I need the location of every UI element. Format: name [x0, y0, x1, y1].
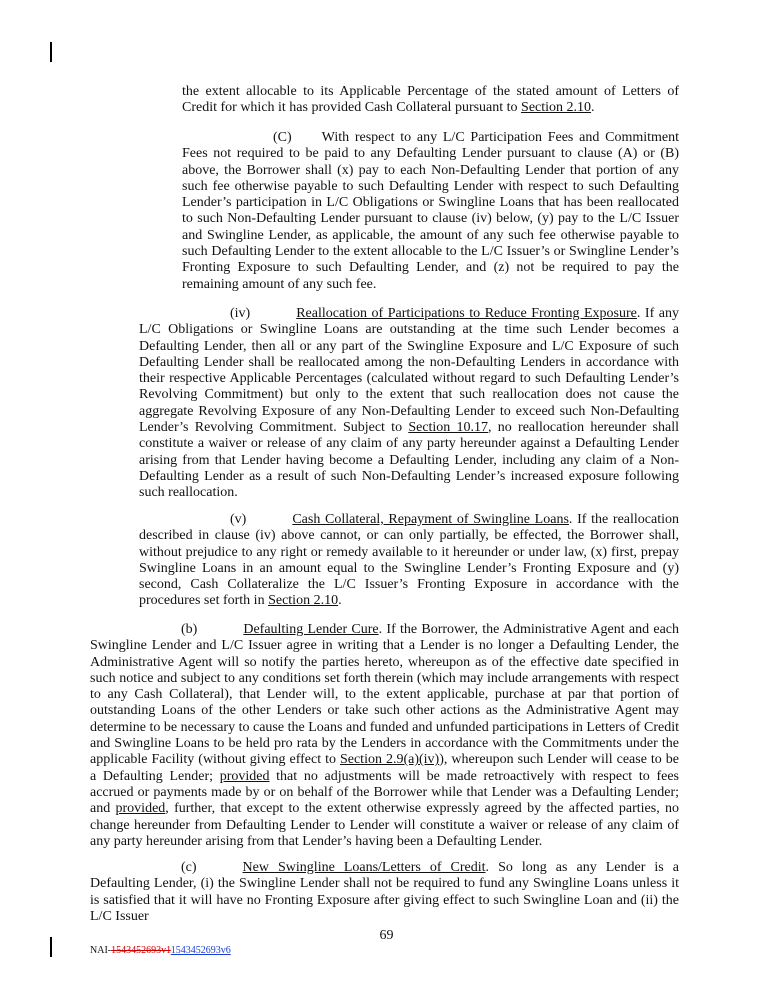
- paragraph-clause-iv: [139, 306, 679, 502]
- clause-heading: Reallocation of Participations to Reduce Fronting Exposure: [296, 306, 637, 321]
- clause-label: (C): [273, 130, 292, 145]
- paragraph-clause-v: [139, 512, 679, 610]
- paragraph-text: . If the Borrower, the Administrative Agent and each Swingline Lender and L/C Issuer agree in writing that a Lender is no longer a Defaulting Lender, the Administrative Agent will so notify the parties hereto, whereupon as of the effective date specified in such notice and subject to any conditions set forth therein (which may include arrangements with respect to any Cash Collateral), that Lender will, to the extent applicable, purchase at par that portion of outstanding Loans of the other Lenders or take such other actions as the Administrative Agent may determine to be necessary to cause the Loans and funded and unfunded participations in Letters of Credit and Swingline Loans to be held pro rata by the Lenders in accordance with the Commitments under the applicable Facility (without giving effect to: [90, 622, 679, 768]
- paragraph-continuation: [182, 84, 679, 117]
- clause-heading: New Swingline Loans/Letters of Credit: [242, 860, 486, 875]
- clause-label: (v): [230, 512, 247, 527]
- provided-term: provided: [115, 801, 166, 817]
- paragraph-text: With respect to any L/C Participation Fees and Commitment Fees not required to be paid to any Defaulting Lender pursuant to clause (A) or (B) above, the Borrower shall (x) pay to each Non-Defaulting Lender that portion of any such fee otherwise payable to such Defaulting Lender with respect to such Defaulting Lender’s participation in L/C Obligations or Swingline Loans that has been reallocated to such Non-Defaulting Lender pursuant to clause (iv) below, (y) pay to the L/C Issuer and Swingline Lender, as applicable, the amount of any such fee otherwise payable to such Defaulting Lender to the extent allocable to the L/C Issuer’s or Swingline Lender’s Fronting Exposure to such Defaulting Lender, and (z) not be required to pay the remaining amount of any such fee.: [182, 130, 679, 292]
- paragraph-text: , further, that except to the extent otherwise expressly agreed by the affected parties, no change hereunder from Defaulting Lender to Lender will constitute a waiver or release of any claim of any party hereunder arising from that Lender’s having been a Defaulting Lender.: [90, 801, 679, 849]
- paragraph-text: .: [338, 593, 342, 609]
- clause-label: (iv): [230, 306, 251, 321]
- document-footer-id: [90, 945, 231, 956]
- clause-label: (c): [181, 860, 197, 875]
- page-number: 69: [379, 928, 394, 943]
- paragraph-clause-c: [182, 130, 679, 293]
- section-reference-link[interactable]: Section 10.17: [408, 420, 489, 436]
- footer-inserted-id: 1543452693v6: [170, 945, 231, 956]
- paragraph-text: that no adjustments will be made retroactively with respect to fees accrued or payments made by or on behalf of the Borrower while that Lender was a Defaulting Lender; and: [90, 768, 679, 817]
- footer-prefix: NAI-: [90, 945, 112, 956]
- paragraph-text: . If any L/C Obligations or Swingline Loans are outstanding at the time such Lender becomes a Defaulting Lender, then all or any part of the Swingline Exposure and L/C Exposure of such Defaulting Lender shall be reallocated among the non-Defaulting Lenders in accordance with their respective Applicable Percentages (calculated without regard to such Defaulting Lender’s Revolving Commitment) but only to the extent that such reallocation does not cause the aggregate Revolving Exposure of any Non-Defaulting Lender to exceed such Non-Defaulting Lender’s Revolving Commitment. Subject to: [139, 306, 680, 436]
- paragraph-text: . So long as any Lender is a Defaulting Lender, (i) the Swingline Lender shall not be required to fund any Swingline Loans unless it is satisfied that it will have no Fronting Exposure after giving effect to such Swingline Loan and (ii) the L/C Issuer: [90, 860, 680, 924]
- clause-label: (b): [181, 622, 198, 637]
- change-bar-bottom: [50, 937, 52, 957]
- paragraph-text: . If the reallocation described in clause (iv) above cannot, or can only partially, be effected, the Borrower shall, without prejudice to any right or remedy available to it hereunder or under law, (x) first, prepay Swingline Loans in an amount equal to the Swingline Lender’s Fronting Exposure and (y) second, Cash Collateralize the L/C Issuer’s Fronting Exposure in accordance with the procedures set forth in: [139, 512, 679, 609]
- paragraph-text: .: [591, 100, 595, 116]
- paragraph-clause-c-lower: [90, 860, 679, 925]
- section-reference-link[interactable]: Section 2.9(a)(iv): [339, 752, 440, 768]
- paragraph-text: , no reallocation hereunder shall constitute a waiver or release of any claim of any party hereunder against a Defaulting Lender arising from that Lender having become a Defaulting Lender, including any claim of a Non-Defaulting Lender as a result of such Non-Defaulting Lender’s increased exposure following such reallocation.: [139, 420, 679, 501]
- footer-deleted-id: 1543452693v1: [111, 945, 171, 956]
- paragraph-text: the extent allocable to its Applicable Percentage of the stated amount of Letters of Credit for which it has provided Cash Collateral pursuant to: [182, 84, 679, 116]
- clause-heading: Defaulting Lender Cure: [243, 622, 379, 637]
- section-reference-link[interactable]: Section 2.10: [521, 100, 592, 116]
- section-reference-link[interactable]: Section 2.10: [268, 593, 339, 609]
- change-bar-top: [50, 42, 52, 62]
- paragraph-text: ), whereupon such Lender will cease to be a Defaulting Lender;: [90, 752, 680, 784]
- provided-term: provided: [219, 768, 270, 784]
- paragraph-clause-b: [90, 622, 679, 850]
- clause-heading: Cash Collateral, Repayment of Swingline Loans: [292, 512, 569, 527]
